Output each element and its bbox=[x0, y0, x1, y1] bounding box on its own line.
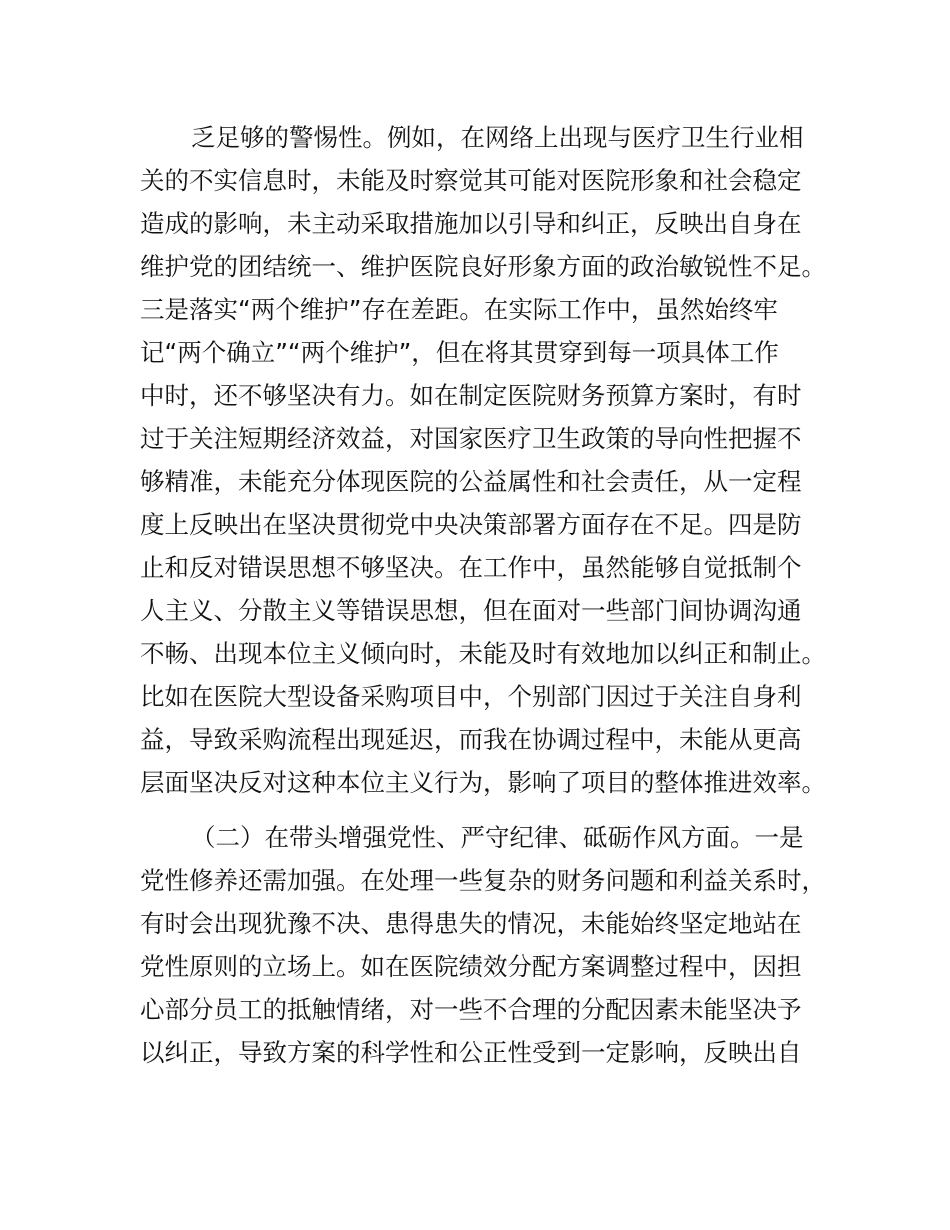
section-heading-line: （二）在带头增强党性、严守纪律、砥砺作风方面。一是 bbox=[191, 823, 804, 852]
text-line: 不畅、出现本位主义倾向时，未能及时有效地加以纠正和制止。 bbox=[140, 639, 826, 668]
text-line: 够精准，未能充分体现医院的公益属性和社会责任，从一定程 bbox=[140, 467, 802, 496]
text-line: 党性修养还需加强。在处理一些复杂的财务问题和利益关系时， bbox=[140, 866, 826, 895]
text-line: 党性原则的立场上。如在医院绩效分配方案调整过程中，因担 bbox=[140, 952, 802, 981]
text-line: 心部分员工的抵触情绪，对一些不合理的分配因素未能坚决予 bbox=[140, 995, 802, 1024]
text-line: 中时，还不够坚决有力。如在制定医院财务预算方案时，有时 bbox=[140, 381, 802, 410]
text-line: 以纠正，导致方案的科学性和公正性受到一定影响，反映出自 bbox=[140, 1038, 802, 1067]
text-line: 乏足够的警惕性。例如，在网络上出现与医疗卫生行业相 bbox=[191, 123, 804, 152]
text-line: 层面坚决反对这种本位主义行为，影响了项目的整体推进效率。 bbox=[140, 768, 826, 797]
text-line: 关的不实信息时，未能及时察觉其可能对医院形象和社会稳定 bbox=[140, 166, 802, 195]
text-line: 过于关注短期经济效益，对国家医疗卫生政策的导向性把握不 bbox=[140, 424, 802, 453]
text-line: 度上反映出在坚决贯彻党中央决策部署方面存在不足。四是防 bbox=[140, 510, 802, 539]
text-line: 人主义、分散主义等错误思想，但在面对一些部门间协调沟通 bbox=[140, 596, 802, 625]
text-line: 益，导致采购流程出现延迟，而我在协调过程中，未能从更高 bbox=[140, 725, 802, 754]
text-line: 有时会出现犹豫不决、患得患失的情况，未能始终坚定地站在 bbox=[140, 909, 802, 938]
text-line: 记“两个确立”“两个维护”，但在将其贯穿到每一项具体工作 bbox=[140, 338, 779, 367]
text-line: 比如在医院大型设备采购项目中，个别部门因过于关注自身利 bbox=[140, 682, 802, 711]
text-line: 维护党的团结统一、维护医院良好形象方面的政治敏锐性不足。 bbox=[140, 252, 826, 281]
text-line: 三是落实“两个维护”存在差距。在实际工作中，虽然始终牢 bbox=[140, 295, 778, 324]
text-line: 造成的影响，未主动采取措施加以引导和纠正，反映出自身在 bbox=[140, 209, 802, 238]
text-line: 止和反对错误思想不够坚决。在工作中，虽然能够自觉抵制个 bbox=[140, 553, 802, 582]
